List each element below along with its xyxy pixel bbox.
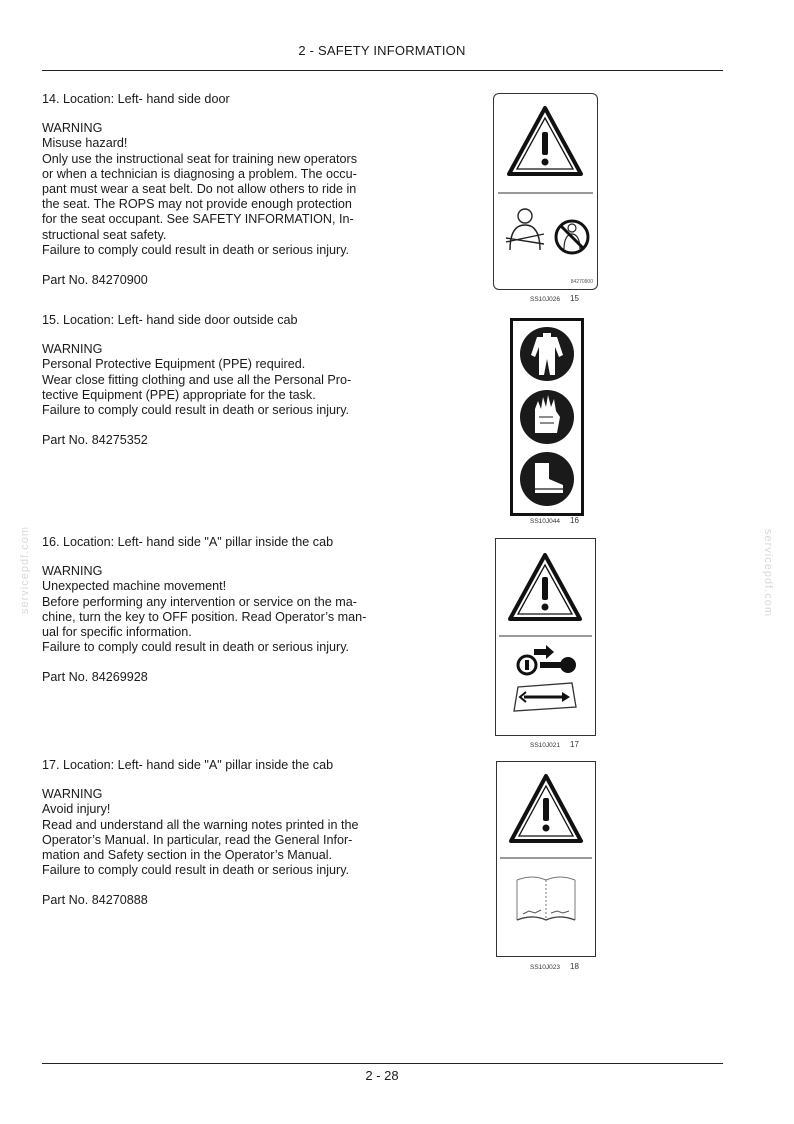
section-heading: 17. Location: Left- hand side "A" pillar inside the cab [42,758,334,772]
protective-clothing-icon [520,327,574,381]
body-line: Failure to comply could result in death or serious injury. [42,403,350,418]
decal-graphic [496,539,595,735]
wrench-manual-icon [514,683,576,711]
safety-decal-18 [496,761,596,957]
hazard-text: Unexpected machine movement! [42,579,227,594]
figure-number: 18 [570,962,579,971]
no-passenger-icon [556,221,588,253]
safety-section-17 [42,758,382,909]
decal-part-label: 84270900 [570,279,593,285]
watermark-right: servicepdf.com [762,529,774,617]
footer-divider [42,1063,723,1064]
section-heading: 15. Location: Left- hand side door outside cab [42,313,298,327]
body-line: pant must wear a seat belt. Do not allow others to ride in [42,182,357,197]
figure-number: 15 [570,294,579,303]
header-divider [42,70,723,71]
warning-triangle-icon [510,555,580,619]
safety-decal-15 [493,93,598,290]
figure-code: SS10J044 [530,518,560,525]
figure-caption-16 [530,516,579,525]
hazard-text: Misuse hazard! [42,136,128,151]
safety-decal-17 [495,538,596,736]
body-line: Wear close fitting clothing and use all the Personal Pro- [42,372,352,387]
figure-caption-18 [530,962,579,971]
warning-triangle-icon [509,108,581,174]
safety-section-16 [42,535,382,686]
body-line: structional seat safety. [42,227,167,242]
figure-code: SS10J026 [530,296,560,303]
figure-caption-15 [530,294,579,303]
safety-section-14 [42,92,382,288]
body-line: Before performing any intervention or service on the ma- [42,594,357,609]
warning-label: WARNING [42,564,103,579]
page-number: 2 - 28 [365,1068,399,1083]
gloves-icon [520,390,574,444]
warning-label: WARNING [42,787,103,802]
decal-graphic [497,762,595,956]
body-line: Failure to comply could result in death or serious injury. [42,640,350,655]
body-line: Failure to comply could result in death or serious injury. [42,242,350,257]
figure-code: SS10J023 [530,964,560,971]
decal-graphic [513,321,581,513]
body-line: Failure to comply could result in death or serious injury. [42,863,350,878]
warning-label: WARNING [42,121,103,136]
operator-manual-icon [517,877,575,920]
part-number: Part No. 84269928 [42,670,148,685]
body-line: for the seat occupant. See SAFETY INFORMATION, In- [42,212,354,227]
figure-code: SS10J021 [530,742,560,749]
figure-caption-17 [530,740,579,749]
safety-boots-icon [520,452,574,506]
body-line: or when a technician is diagnosing a problem. The occu- [42,166,357,181]
section-heading: 16. Location: Left- hand side "A" pillar inside the cab [42,535,334,549]
body-line: tective Equipment (PPE) appropriate for the task. [42,387,316,402]
key-off-icon [518,645,576,674]
body-line: Read and understand all the warning notes printed in the [42,817,359,832]
section-heading: 14. Location: Left- hand side door [42,92,230,106]
warning-label: WARNING [42,342,103,357]
figure-number: 17 [570,740,579,749]
body-line: Operator’s Manual. In particular, read the General Infor- [42,832,353,847]
body-line: mation and Safety section in the Operator’s Manual. [42,848,333,863]
part-number: Part No. 84275352 [42,433,148,448]
safety-decal-16 [510,318,584,516]
seat-belt-icon [506,209,544,250]
body-line: Only use the instructional seat for training new operators [42,151,358,166]
body-line: the seat. The ROPS may not provide enough protection [42,197,352,212]
part-number: Part No. 84270900 [42,273,148,288]
body-line: ual for specific information. [42,625,192,640]
decal-graphic [494,94,597,289]
part-number: Part No. 84270888 [42,893,148,908]
watermark-left: servicepdf.com [19,526,31,614]
safety-section-15 [42,313,382,448]
figure-number: 16 [570,516,579,525]
hazard-text: Avoid injury! [42,802,111,817]
page-title: 2 - SAFETY INFORMATION [298,43,466,58]
body-line: chine, turn the key to OFF position. Read Operator’s man- [42,609,367,624]
warning-triangle-icon [511,776,581,841]
hazard-text: Personal Protective Equipment (PPE) required. [42,357,306,372]
